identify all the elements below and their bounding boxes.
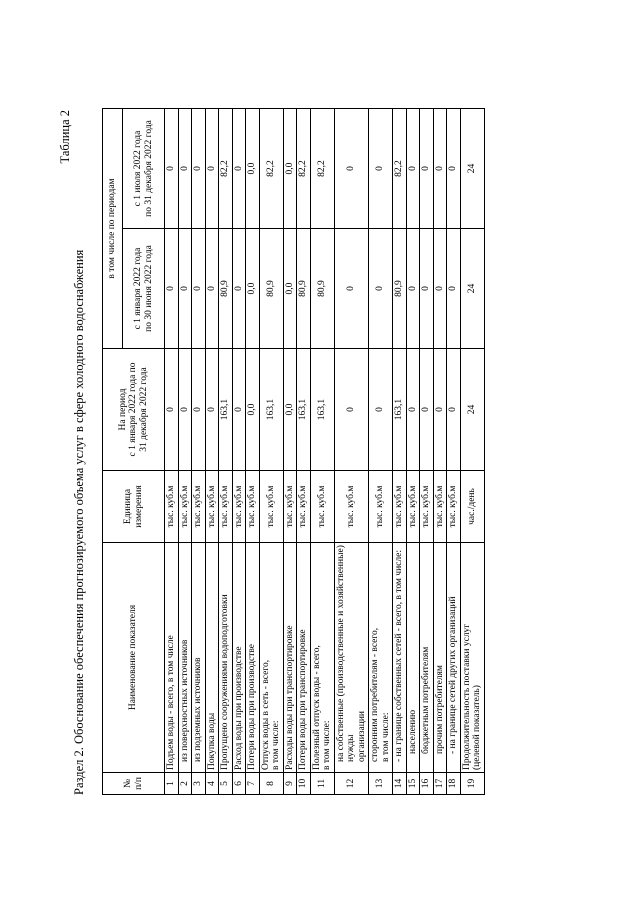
table-row: [192, 108, 206, 794]
row-unit: тыс. куб.м: [192, 471, 206, 543]
row-name: бюджетным потребителям: [420, 543, 434, 773]
row-first-half: 24: [460, 229, 484, 349]
row-total: 0: [406, 349, 420, 471]
row-second-half: 82,2: [393, 108, 407, 228]
row-first-half: 0,0: [246, 229, 260, 349]
row-first-half: 0: [447, 229, 461, 349]
row-name: Расход воды при производстве: [232, 543, 246, 773]
row-name: Подъем воды - всего, в том числе: [165, 543, 179, 773]
row-second-half: 82,2: [259, 108, 283, 228]
row-total: 0: [232, 349, 246, 471]
row-second-half: 0: [165, 108, 179, 228]
row-name: Отпуск воды в сеть - всего, в том числе:: [259, 543, 283, 773]
row-number: 14: [393, 773, 407, 795]
row-unit: тыс. куб.м: [205, 471, 219, 543]
data-table: [102, 108, 485, 795]
header-unit: Единица измерения: [103, 471, 165, 543]
row-number: 4: [205, 773, 219, 795]
header-first-half: с 1 января 2022 года по 30 июня 2022 года: [123, 229, 165, 349]
row-unit: тыс. куб.м: [259, 471, 283, 543]
row-number: 19: [460, 773, 484, 795]
row-total: 0: [433, 349, 447, 471]
table-row: [447, 108, 461, 794]
row-unit: тыс. куб.м: [334, 471, 369, 543]
row-total: 163,1: [259, 349, 283, 471]
row-first-half: 80,9: [297, 229, 311, 349]
row-first-half: 80,9: [393, 229, 407, 349]
row-unit: тыс. куб.м: [406, 471, 420, 543]
row-total: 0: [369, 349, 393, 471]
row-unit: тыс. куб.м: [219, 471, 233, 543]
header-name: Наименование показателя: [103, 543, 165, 773]
row-first-half: 0: [178, 229, 192, 349]
header-num: № п/п: [103, 773, 165, 795]
row-number: 5: [219, 773, 233, 795]
row-first-half: 0: [232, 229, 246, 349]
row-number: 10: [297, 773, 311, 795]
row-first-half: 0: [334, 229, 369, 349]
table-row: [219, 108, 233, 794]
row-total: 163,1: [393, 349, 407, 471]
row-number: 18: [447, 773, 461, 795]
row-second-half: 82,2: [297, 108, 311, 228]
table-row: [420, 108, 434, 794]
row-second-half: 0: [420, 108, 434, 228]
row-name: - на границе сетей других организаций: [447, 543, 461, 773]
row-first-half: 0: [369, 229, 393, 349]
row-first-half: 0: [420, 229, 434, 349]
row-total: 0,0: [246, 349, 260, 471]
row-second-half: 82,2: [310, 108, 334, 228]
row-first-half: 80,9: [259, 229, 283, 349]
table-row: [165, 108, 179, 794]
row-first-half: 0: [205, 229, 219, 349]
row-total: 24: [460, 349, 484, 471]
table-row: [433, 108, 447, 794]
header-total-period: На период с 1 января 2022 года по 31 декабря 2022 года: [103, 349, 165, 471]
row-second-half: 0: [369, 108, 393, 228]
row-name: Потери воды при транспортировке: [297, 543, 311, 773]
row-second-half: 0: [232, 108, 246, 228]
table-label: Таблица 2: [58, 110, 72, 164]
row-total: 0: [420, 349, 434, 471]
row-number: 1: [165, 773, 179, 795]
row-second-half: 0: [205, 108, 219, 228]
row-name: Полезный отпуск воды - всего, в том числе:: [310, 543, 334, 773]
row-first-half: 0: [406, 229, 420, 349]
table-row: [393, 108, 407, 794]
row-number: 16: [420, 773, 434, 795]
row-total: 0: [178, 349, 192, 471]
row-number: 2: [178, 773, 192, 795]
table-row: [283, 108, 297, 794]
row-unit: тыс. куб.м: [178, 471, 192, 543]
row-total: 163,1: [219, 349, 233, 471]
row-total: 0,0: [283, 349, 297, 471]
table-row: [460, 108, 484, 794]
row-name: прочим потребителям: [433, 543, 447, 773]
row-unit: тыс. куб.м: [310, 471, 334, 543]
row-number: 15: [406, 773, 420, 795]
table-row: [310, 108, 334, 794]
row-number: 3: [192, 773, 206, 795]
table-row: [232, 108, 246, 794]
row-name: сторонним потребителям - всего, в том числе:: [369, 543, 393, 773]
table-row: [246, 108, 260, 794]
row-unit: час./день: [460, 471, 484, 543]
row-name: - на границе собственных сетей - всего, в том числе:: [393, 543, 407, 773]
row-name: Продолжительность поставки услуг (целевой показатель): [460, 543, 484, 773]
row-name: из поверхностных источников: [178, 543, 192, 773]
row-unit: тыс. куб.м: [447, 471, 461, 543]
row-number: 12: [334, 773, 369, 795]
table-row: [178, 108, 192, 794]
table-row: [406, 108, 420, 794]
row-total: 0: [205, 349, 219, 471]
row-total: 0: [447, 349, 461, 471]
row-total: 163,1: [297, 349, 311, 471]
header-second-half: с 1 июля 2022 года по 31 декабря 2022 года: [123, 108, 165, 228]
table-row: [205, 108, 219, 794]
row-name: из подземных источников: [192, 543, 206, 773]
row-number: 8: [259, 773, 283, 795]
table-row: [259, 108, 283, 794]
row-second-half: 0: [178, 108, 192, 228]
row-total: 0: [192, 349, 206, 471]
row-second-half: 82,2: [219, 108, 233, 228]
row-name: Пропущено сооружениями водоподготовки: [219, 543, 233, 773]
row-number: 9: [283, 773, 297, 795]
row-second-half: 0,0: [246, 108, 260, 228]
row-first-half: 0: [433, 229, 447, 349]
row-unit: тыс. куб.м: [165, 471, 179, 543]
row-second-half: 0: [192, 108, 206, 228]
row-name: Расходы воды при транспортировке: [283, 543, 297, 773]
row-total: 163,1: [310, 349, 334, 471]
row-unit: тыс. куб.м: [433, 471, 447, 543]
table-row: [334, 108, 369, 794]
row-number: 6: [232, 773, 246, 795]
row-name: на собственные (производственные и хозяйственные) нужды организации: [334, 543, 369, 773]
row-number: 17: [433, 773, 447, 795]
row-unit: тыс. куб.м: [369, 471, 393, 543]
section-title: Раздел 2. Обоснование обеспечения прогнозируемого объема услуг в сфере холодного водоснабжения: [72, 249, 86, 795]
row-total: 0: [334, 349, 369, 471]
row-name: Потери воды при производстве: [246, 543, 260, 773]
row-first-half: 0,0: [283, 229, 297, 349]
row-unit: тыс. куб.м: [283, 471, 297, 543]
row-number: 13: [369, 773, 393, 795]
row-number: 7: [246, 773, 260, 795]
row-second-half: 0: [433, 108, 447, 228]
row-unit: тыс. куб.м: [420, 471, 434, 543]
row-second-half: 24: [460, 108, 484, 228]
row-first-half: 80,9: [310, 229, 334, 349]
row-name: Покупка воды: [205, 543, 219, 773]
table-row: [369, 108, 393, 794]
row-unit: тыс. куб.м: [297, 471, 311, 543]
header-subperiods-group: в том числе по периодам: [103, 108, 123, 348]
row-total: 0: [165, 349, 179, 471]
row-second-half: 0: [334, 108, 369, 228]
row-second-half: 0,0: [283, 108, 297, 228]
row-second-half: 0: [406, 108, 420, 228]
row-first-half: 80,9: [219, 229, 233, 349]
row-first-half: 0: [165, 229, 179, 349]
table-row: [297, 108, 311, 794]
row-name: населению: [406, 543, 420, 773]
row-unit: тыс. куб.м: [246, 471, 260, 543]
row-second-half: 0: [447, 108, 461, 228]
row-first-half: 0: [192, 229, 206, 349]
row-unit: тыс. куб.м: [232, 471, 246, 543]
row-number: 11: [310, 773, 334, 795]
row-unit: тыс. куб.м: [393, 471, 407, 543]
